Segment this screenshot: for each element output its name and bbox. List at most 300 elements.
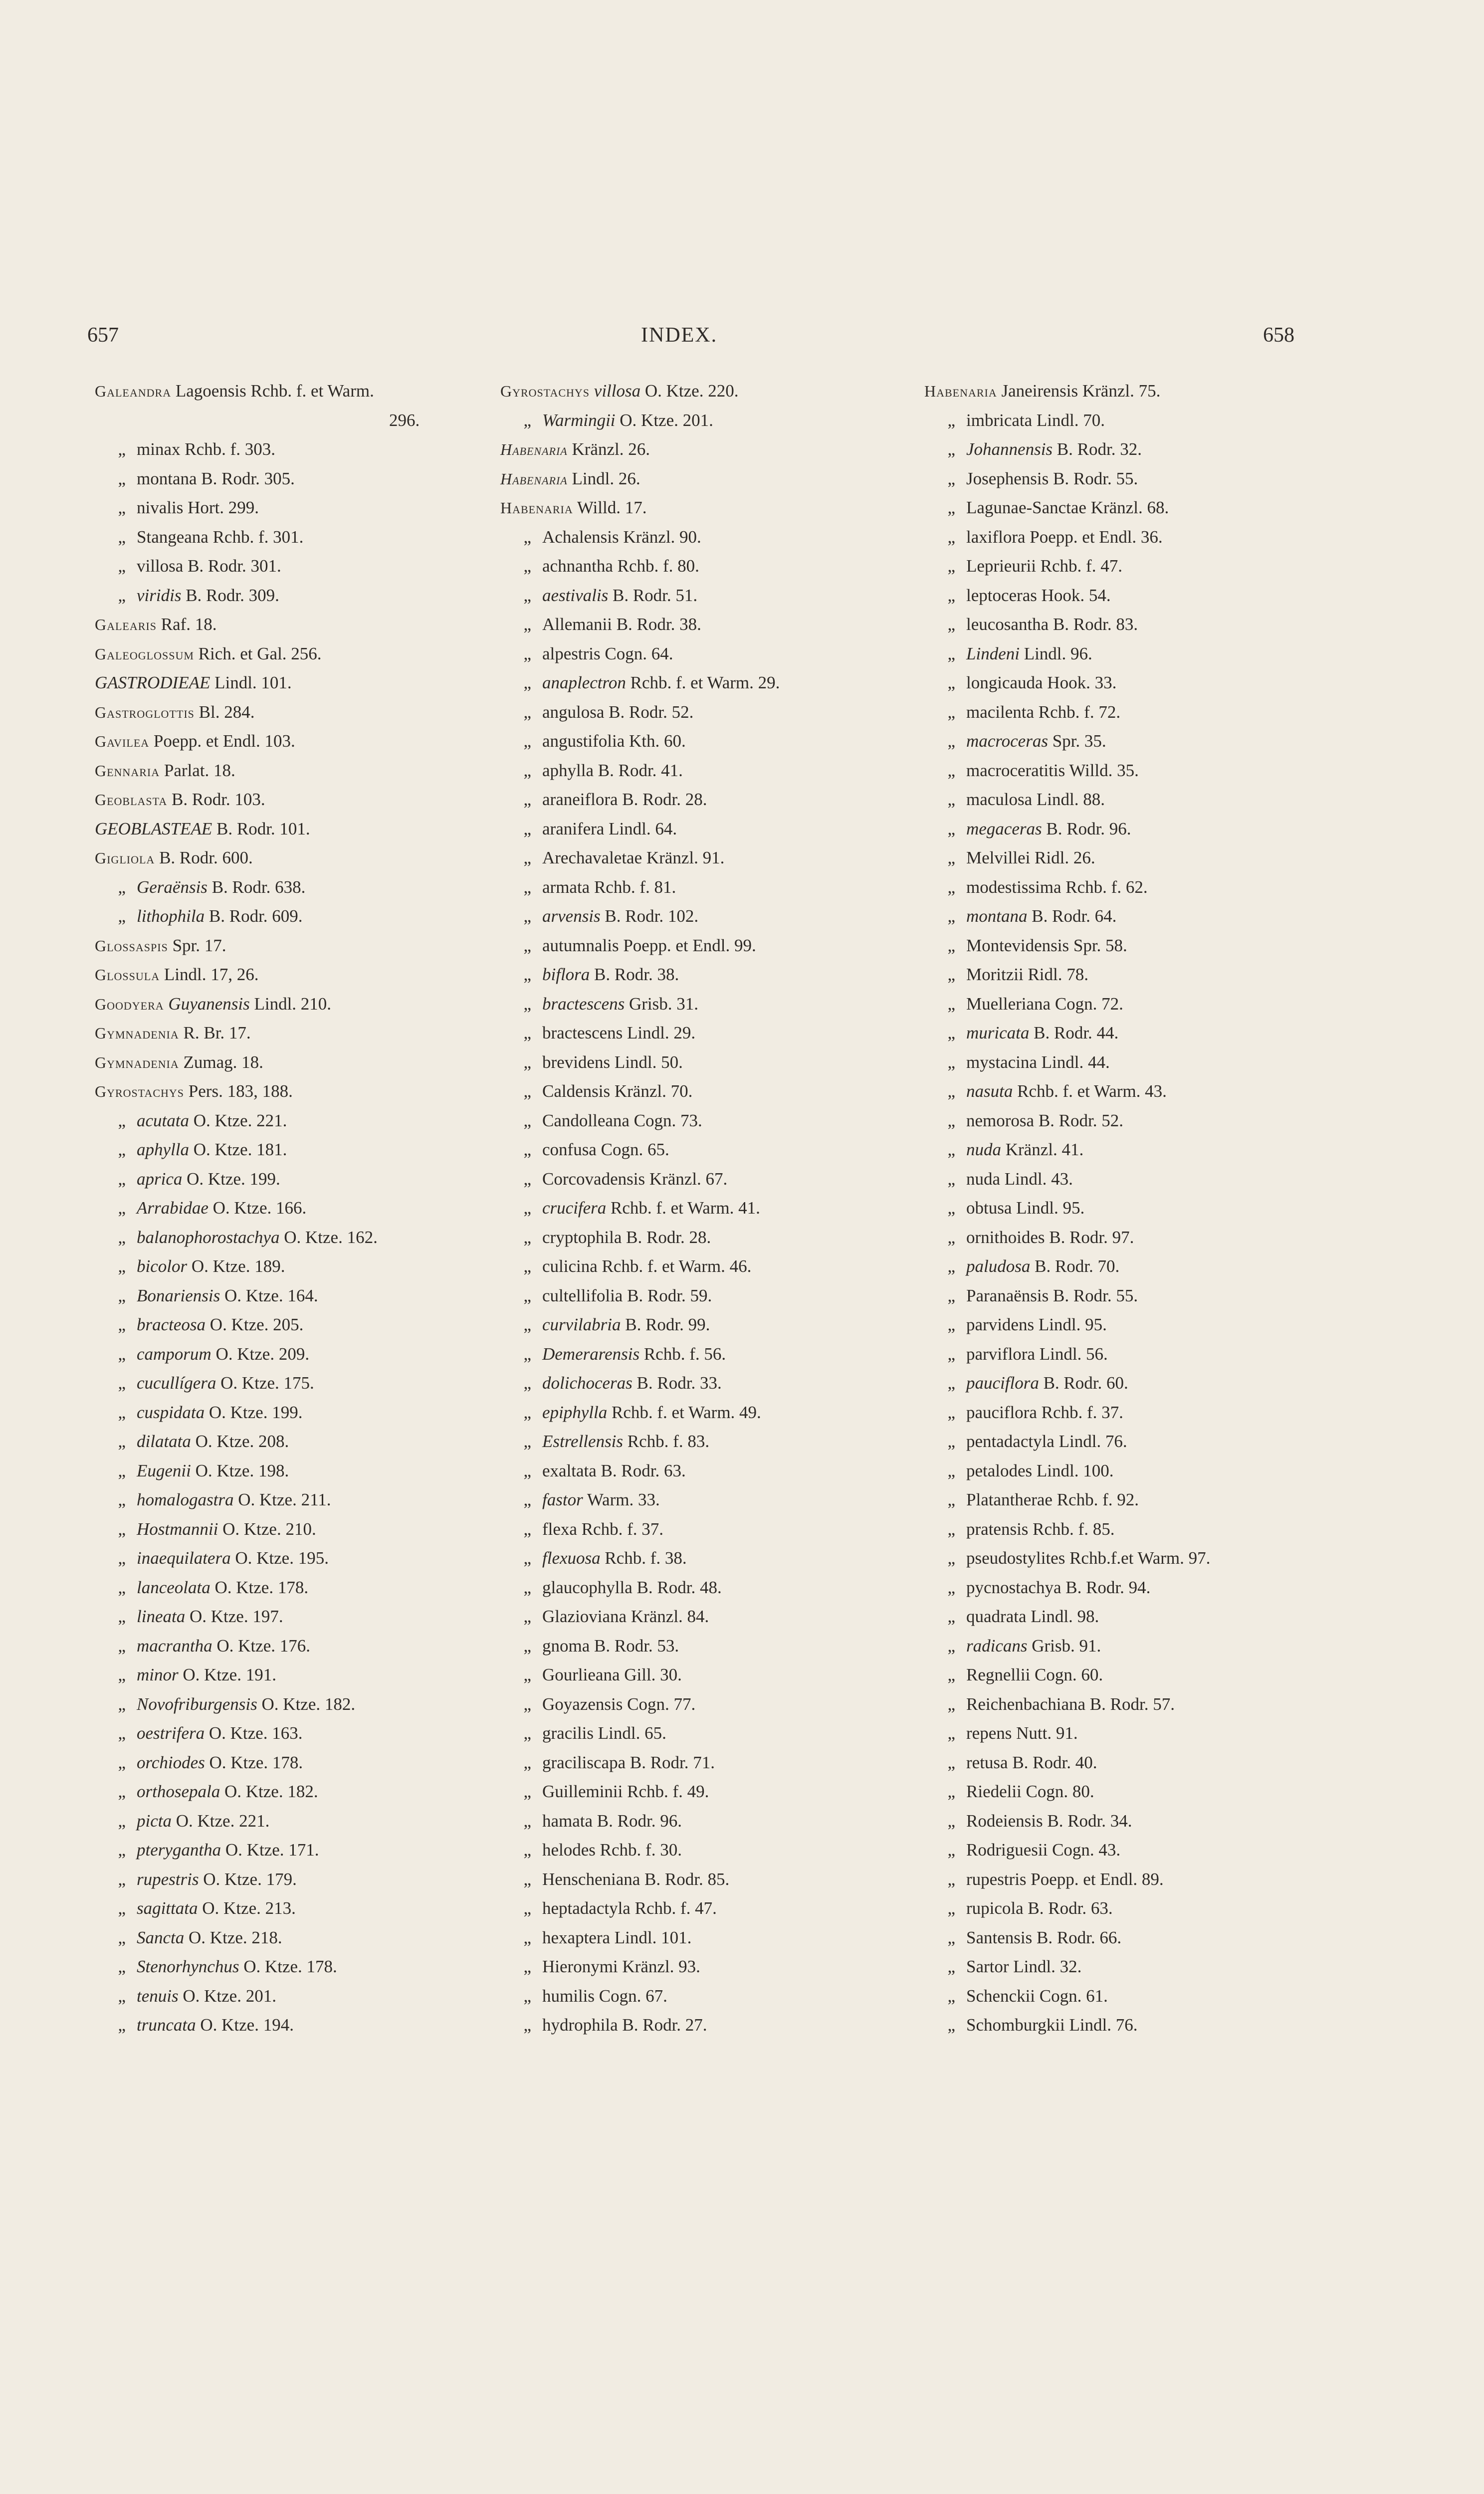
entry-text: Rchb. f. 56. [639, 1344, 726, 1364]
index-entry [500, 435, 909, 464]
entry-text: Leprieurii Rchb. f. 47. [966, 556, 1122, 576]
species-name: dolichoceras [542, 1373, 633, 1393]
index-entry [500, 1544, 909, 1573]
index-entry [95, 464, 484, 494]
ditto-mark: „ [118, 906, 126, 926]
entry-text: Melvillei Ridl. 26. [966, 848, 1095, 867]
index-entry [95, 1807, 484, 1836]
entry-text: obtusa Lindl. 95. [966, 1198, 1085, 1218]
entry-text: hamata B. Rodr. 96. [542, 1811, 682, 1831]
entry-text: hydrophila B. Rodr. 27. [542, 2015, 707, 2035]
ditto-mark: „ [947, 439, 955, 459]
ditto-mark: „ [947, 468, 955, 488]
species-name: Hostmannii [137, 1519, 218, 1539]
entry-text: Bl. 284. [194, 702, 255, 722]
index-entry [95, 1573, 484, 1603]
entry-text: O. Ktze. 178. [205, 1752, 303, 1772]
index-entry [924, 727, 1373, 756]
ditto-mark: „ [523, 731, 531, 751]
species-name: bicolor [137, 1256, 188, 1276]
index-entry [95, 406, 484, 435]
entry-text: Regnellii Cogn. 60. [966, 1665, 1103, 1684]
entry-text: Rchb. f. 83. [623, 1432, 710, 1451]
ditto-mark: „ [523, 1227, 531, 1247]
entry-text: R. Br. 17. [179, 1023, 251, 1042]
index-entry [500, 931, 909, 961]
index-entry [924, 756, 1373, 786]
entry-text: angustifolia Kth. 60. [542, 731, 686, 751]
index-entry [924, 1106, 1373, 1136]
entry-text: Riedelii Cogn. 80. [966, 1782, 1094, 1801]
entry-text: O. Ktze. 213. [198, 1898, 296, 1918]
entry-text: Lindl. 17, 26. [160, 965, 259, 984]
ditto-mark: „ [947, 935, 955, 955]
index-entry [95, 1777, 484, 1807]
ditto-mark: „ [523, 1840, 531, 1860]
genus-name: Gyrostachys [95, 1082, 185, 1100]
entry-text: B. Rodr. 103. [167, 790, 265, 809]
index-entry [95, 1310, 484, 1340]
entry-text: pycnostachya B. Rodr. 94. [966, 1577, 1151, 1597]
entry-text: Rodeiensis B. Rodr. 34. [966, 1811, 1132, 1831]
entry-text: Caldensis Kränzl. 70. [542, 1081, 693, 1101]
ditto-mark: „ [947, 702, 955, 722]
species-name: Sancta [137, 1927, 185, 1947]
entry-text: aranifera Lindl. 64. [542, 819, 677, 838]
index-entry [500, 1952, 909, 1982]
index-entry [95, 931, 484, 961]
entry-text: Rich. et Gal. 256. [194, 643, 322, 663]
species-name: oestrifera [137, 1723, 205, 1743]
entry-text: araneiflora B. Rodr. 28. [542, 790, 707, 809]
entry-text: Lindl. 96. [1019, 643, 1092, 663]
entry-text: Paranaënsis B. Rodr. 55. [966, 1285, 1138, 1305]
entry-text: O. Ktze. 199. [205, 1402, 303, 1422]
index-entry [500, 727, 909, 756]
species-name: nuda [966, 1140, 1001, 1159]
entry-text: Pers. 183, 188. [184, 1081, 293, 1101]
ditto-mark: „ [118, 468, 126, 488]
entry-text: Stangeana Rchb. f. 301. [137, 527, 304, 547]
index-entry [95, 1019, 484, 1048]
ditto-mark: „ [523, 1548, 531, 1568]
index-entry [924, 1602, 1373, 1632]
species-name: Novofriburgensis [137, 1694, 257, 1714]
entry-text: cultellifolia B. Rodr. 59. [542, 1285, 712, 1305]
page-title: INDEX. [641, 324, 718, 347]
entry-text: Lindl. 210. [249, 994, 332, 1014]
ditto-mark: „ [947, 1110, 955, 1130]
ditto-mark: „ [118, 1577, 126, 1597]
index-entry [95, 2011, 484, 2040]
entry-text: hexaptera Lindl. 101. [542, 1927, 692, 1947]
entry-text: Glazioviana Kränzl. 84. [542, 1607, 709, 1626]
ditto-mark: „ [947, 1490, 955, 1509]
index-entry [924, 1515, 1373, 1544]
entry-text: Goyazensis Cogn. 77. [542, 1694, 696, 1714]
species-name: tenuis [137, 1986, 179, 2006]
index-entry [924, 639, 1373, 669]
index-entry [500, 1252, 909, 1281]
ditto-mark: „ [523, 935, 531, 955]
entry-text: Willd. 17. [573, 498, 647, 517]
ditto-mark: „ [118, 1110, 126, 1130]
species-name: montana [966, 906, 1028, 926]
index-entry [924, 1748, 1373, 1778]
ditto-mark: „ [118, 1315, 126, 1334]
entry-text: O. Ktze. 182. [257, 1694, 356, 1714]
ditto-mark: „ [947, 1665, 955, 1684]
ditto-mark: „ [523, 1898, 531, 1918]
index-entry [924, 435, 1373, 464]
entry-text: O. Ktze. 198. [191, 1460, 289, 1480]
entry-text: gracilis Lindl. 65. [542, 1723, 666, 1743]
index-entry [95, 639, 484, 669]
index-entry [95, 1165, 484, 1194]
index-entry [924, 815, 1373, 844]
genus-name: Galearis [95, 616, 157, 633]
entry-text: O. Ktze. 209. [211, 1344, 310, 1364]
entry-text: parvidens Lindl. 95. [966, 1315, 1107, 1334]
ditto-mark: „ [118, 1782, 126, 1801]
entry-text: Rchb. f. et Warm. 43. [1013, 1081, 1167, 1101]
index-entry [924, 1952, 1373, 1982]
entry-text: B. Rodr. 51. [608, 585, 698, 605]
index-entry [95, 1281, 484, 1311]
index-entry [95, 1398, 484, 1428]
index-entry [924, 1836, 1373, 1865]
genus-name: Geoblasta [95, 791, 168, 809]
entry-text: Lindl. 101. [210, 673, 292, 692]
ditto-mark: „ [118, 877, 126, 897]
entry-text: Candolleana Cogn. 73. [542, 1110, 702, 1130]
index-entry [500, 1223, 909, 1252]
index-entry [924, 843, 1373, 873]
genus-name: Galeandra [95, 382, 172, 400]
entry-text: Grisb. 91. [1027, 1636, 1101, 1656]
ditto-mark: „ [947, 1782, 955, 1801]
entry-text: Spr. 17. [168, 935, 226, 955]
index-entry [95, 1836, 484, 1865]
index-entry [95, 756, 484, 786]
ditto-mark: „ [523, 1023, 531, 1042]
ditto-mark: „ [947, 1256, 955, 1276]
index-entry [500, 1836, 909, 1865]
entry-text: flexa Rchb. f. 37. [542, 1519, 663, 1539]
index-entry [924, 1982, 1373, 2011]
ditto-mark: „ [118, 1636, 126, 1656]
index-entry [924, 1340, 1373, 1369]
entry-text: O. Ktze. 201. [178, 1986, 276, 2006]
index-entry [924, 1135, 1373, 1165]
index-entry [95, 1427, 484, 1456]
species-name: crucifera [542, 1198, 607, 1218]
species-name: acutata [137, 1110, 189, 1130]
entry-text: Zumag. 18. [179, 1052, 263, 1072]
ditto-mark: „ [118, 1432, 126, 1451]
ditto-mark: „ [118, 1227, 126, 1247]
species-name: pterygantha [137, 1840, 221, 1860]
entry-text: villosa B. Rodr. 301. [137, 556, 281, 576]
species-name: balanophorostachya [137, 1227, 280, 1247]
entry-text: O. Ktze. 210. [218, 1519, 316, 1539]
entry-text: angulosa B. Rodr. 52. [542, 702, 694, 722]
ditto-mark: „ [523, 1636, 531, 1656]
ditto-mark: „ [523, 965, 531, 984]
ditto-mark: „ [523, 1869, 531, 1889]
entry-text: glaucophylla B. Rodr. 48. [542, 1577, 722, 1597]
species-name: lithophila [137, 906, 205, 926]
species-name: epiphylla [542, 1402, 608, 1422]
species-name: flexuosa [542, 1548, 601, 1568]
entry-text: O. Ktze. 163. [205, 1723, 303, 1743]
species-name: Estrellensis [542, 1432, 624, 1451]
entry-text: imbricata Lindl. 70. [966, 410, 1105, 430]
entry-text: Raf. 18. [157, 615, 217, 634]
ditto-mark: „ [523, 1577, 531, 1597]
index-entry [500, 785, 909, 815]
entry-text: B. Rodr. 32. [1053, 439, 1142, 459]
ditto-mark: „ [947, 1636, 955, 1656]
ditto-mark: „ [947, 585, 955, 605]
ditto-mark: „ [947, 615, 955, 634]
ditto-mark: „ [523, 1432, 531, 1451]
index-entry [924, 1398, 1373, 1428]
entry-text: B. Rodr. 101. [212, 819, 310, 838]
index-entry [924, 1077, 1373, 1106]
index-entry [924, 1485, 1373, 1515]
entry-text: Arechavaletae Kränzl. 91. [542, 848, 725, 867]
ditto-mark: „ [947, 673, 955, 692]
species-name: bractescens [542, 994, 625, 1014]
species-name: aphylla [137, 1140, 189, 1159]
index-entry [95, 873, 484, 902]
ditto-mark: „ [523, 1811, 531, 1831]
ditto-mark: „ [947, 1023, 955, 1042]
ditto-mark: „ [947, 556, 955, 576]
ditto-mark: „ [523, 615, 531, 634]
ditto-mark: „ [947, 994, 955, 1014]
index-entry [500, 581, 909, 611]
genus-name: Habenaria [500, 469, 568, 488]
entry-text: quadrata Lindl. 98. [966, 1607, 1099, 1626]
index-entry [500, 639, 909, 669]
ditto-mark: „ [118, 1752, 126, 1772]
index-entry [500, 1427, 909, 1456]
index-entry [95, 1194, 484, 1223]
index-entry [924, 406, 1373, 435]
ditto-mark: „ [523, 1256, 531, 1276]
entry-text: Muelleriana Cogn. 72. [966, 994, 1123, 1014]
species-name: inaequilatera [137, 1548, 231, 1568]
entry-text: montana B. Rodr. 305. [137, 468, 295, 488]
index-entry [500, 1310, 909, 1340]
ditto-mark: „ [947, 965, 955, 984]
ditto-mark: „ [118, 1285, 126, 1305]
index-entry [95, 902, 484, 931]
ditto-mark: „ [118, 1373, 126, 1393]
ditto-mark: „ [118, 2015, 126, 2035]
ditto-mark: „ [947, 1927, 955, 1947]
index-entry [924, 1923, 1373, 1953]
index-entry [500, 406, 909, 435]
entry-text: longicauda Hook. 33. [966, 673, 1117, 692]
species-name: homalogastra [137, 1490, 234, 1509]
ditto-mark: „ [118, 1723, 126, 1743]
species-name: cuspidata [137, 1402, 205, 1422]
ditto-mark: „ [947, 1169, 955, 1189]
entry-text: Schomburgkii Lindl. 76. [966, 2015, 1138, 2035]
entry-text: parviflora Lindl. 56. [966, 1344, 1108, 1364]
ditto-mark: „ [523, 848, 531, 867]
index-entry [924, 960, 1373, 990]
entry-text: B. Rodr. 600. [155, 848, 253, 867]
ditto-mark: „ [947, 1052, 955, 1072]
index-entry [95, 493, 484, 523]
index-entry [95, 1340, 484, 1369]
index-entry [924, 610, 1373, 639]
species-name: villosa [590, 381, 641, 401]
index-entry [500, 2011, 909, 2040]
ditto-mark: „ [523, 1607, 531, 1626]
ditto-mark: „ [523, 1694, 531, 1714]
index-entry [924, 698, 1373, 727]
species-name: cucullígera [137, 1373, 216, 1393]
entry-text: laxiflora Poepp. et Endl. 36. [966, 527, 1163, 547]
ditto-mark: „ [947, 760, 955, 780]
entry-text: armata Rchb. f. 81. [542, 877, 676, 897]
index-entry [95, 843, 484, 873]
entry-text: Platantherae Rchb. f. 92. [966, 1490, 1139, 1509]
ditto-mark: „ [118, 1256, 126, 1276]
ditto-mark: „ [523, 1986, 531, 2006]
index-entry [95, 1923, 484, 1953]
species-name: truncata [137, 2015, 196, 2035]
entry-text: Kränzl. 26. [567, 439, 650, 459]
ditto-mark: „ [523, 1081, 531, 1101]
index-entry [500, 523, 909, 552]
ditto-mark: „ [523, 1285, 531, 1305]
entry-text: retusa B. Rodr. 40. [966, 1752, 1097, 1772]
species-name: pauciflora [966, 1373, 1039, 1393]
index-entry [924, 1573, 1373, 1603]
entry-text: B. Rodr. 99. [621, 1315, 710, 1334]
entry-text: O. Ktze. 191. [178, 1665, 276, 1684]
index-entry [924, 1456, 1373, 1486]
entry-text: brevidens Lindl. 50. [542, 1052, 683, 1072]
entry-text: O. Ktze. 194. [196, 2015, 294, 2035]
entry-text: O. Ktze. 195. [230, 1548, 329, 1568]
ditto-mark: „ [947, 1548, 955, 1568]
entry-text: O. Ktze. 175. [216, 1373, 314, 1393]
index-entry [95, 1485, 484, 1515]
entry-text: O. Ktze. 179. [199, 1869, 297, 1889]
index-entry [924, 1807, 1373, 1836]
ditto-mark: „ [947, 498, 955, 517]
ditto-mark: „ [118, 1927, 126, 1947]
entry-text: cryptophila B. Rodr. 28. [542, 1227, 711, 1247]
index-entry [500, 990, 909, 1019]
ditto-mark: „ [523, 1315, 531, 1334]
entry-text: aphylla B. Rodr. 41. [542, 760, 683, 780]
index-entry [500, 1456, 909, 1486]
species-name: Bonariensis [137, 1285, 220, 1305]
index-entry [500, 493, 909, 523]
ditto-mark: „ [523, 1140, 531, 1159]
species-name: megaceras [966, 819, 1042, 838]
entry-text: Guilleminii Rchb. f. 49. [542, 1782, 709, 1801]
entry-text: B. Rodr. 638. [207, 877, 306, 897]
entry-text: Schenckii Cogn. 61. [966, 1986, 1108, 2006]
entry-text: Rchb. f. 38. [600, 1548, 687, 1568]
index-entry [500, 1165, 909, 1194]
entry-text: nuda Lindl. 43. [966, 1169, 1073, 1189]
ditto-mark: „ [523, 1957, 531, 1976]
species-name: nasuta [966, 1081, 1013, 1101]
ditto-mark: „ [947, 1373, 955, 1393]
index-entry [924, 377, 1373, 406]
entry-text: maculosa Lindl. 88. [966, 790, 1105, 809]
species-name: aestivalis [542, 585, 609, 605]
species-name: curvilabria [542, 1315, 621, 1334]
ditto-mark: „ [947, 819, 955, 838]
entry-text: pseudostylites Rchb.f.et Warm. 97. [966, 1548, 1211, 1568]
ditto-mark: „ [118, 1140, 126, 1159]
ditto-mark: „ [523, 1052, 531, 1072]
ditto-mark: „ [947, 1402, 955, 1422]
entry-text: leptoceras Hook. 54. [966, 585, 1111, 605]
index-entry [924, 1281, 1373, 1311]
index-entry [500, 1661, 909, 1690]
genus-name: Gymnadenia [95, 1024, 179, 1042]
ditto-mark: „ [947, 1694, 955, 1714]
entry-text: graciliscapa B. Rodr. 71. [542, 1752, 715, 1772]
entry-text: O. Ktze. 166. [208, 1198, 307, 1218]
entry-text: heptadactyla Rchb. f. 47. [542, 1898, 717, 1918]
index-column-2 [500, 377, 909, 2040]
index-entry [500, 552, 909, 581]
ditto-mark: „ [523, 527, 531, 547]
index-entry [95, 377, 484, 406]
ditto-mark: „ [523, 1723, 531, 1743]
ditto-mark: „ [118, 1344, 126, 1364]
entry-text: O. Ktze. 189. [187, 1256, 285, 1276]
index-entry [95, 815, 484, 844]
index-entry [500, 1048, 909, 1077]
ditto-mark: „ [523, 994, 531, 1014]
ditto-mark: „ [523, 790, 531, 809]
ditto-mark: „ [947, 410, 955, 430]
entry-text: Gourlieana Gill. 30. [542, 1665, 682, 1684]
species-name: macrantha [137, 1636, 212, 1656]
ditto-mark: „ [947, 1607, 955, 1626]
index-entry [924, 581, 1373, 611]
ditto-mark: „ [118, 1694, 126, 1714]
entry-text: O. Ktze. 181. [189, 1140, 287, 1159]
index-entry [924, 1369, 1373, 1398]
index-entry [500, 1485, 909, 1515]
index-entry [95, 1048, 484, 1077]
index-entry [924, 2011, 1373, 2040]
entry-text: O. Ktze. 218. [184, 1927, 282, 1947]
index-entry [500, 698, 909, 727]
index-entry [924, 1310, 1373, 1340]
entry-text: nemorosa B. Rodr. 52. [966, 1110, 1123, 1130]
page-number-right: 658 [1263, 324, 1294, 347]
ditto-mark: „ [118, 498, 126, 517]
entry-text: confusa Cogn. 65. [542, 1140, 669, 1159]
index-entry [95, 1544, 484, 1573]
